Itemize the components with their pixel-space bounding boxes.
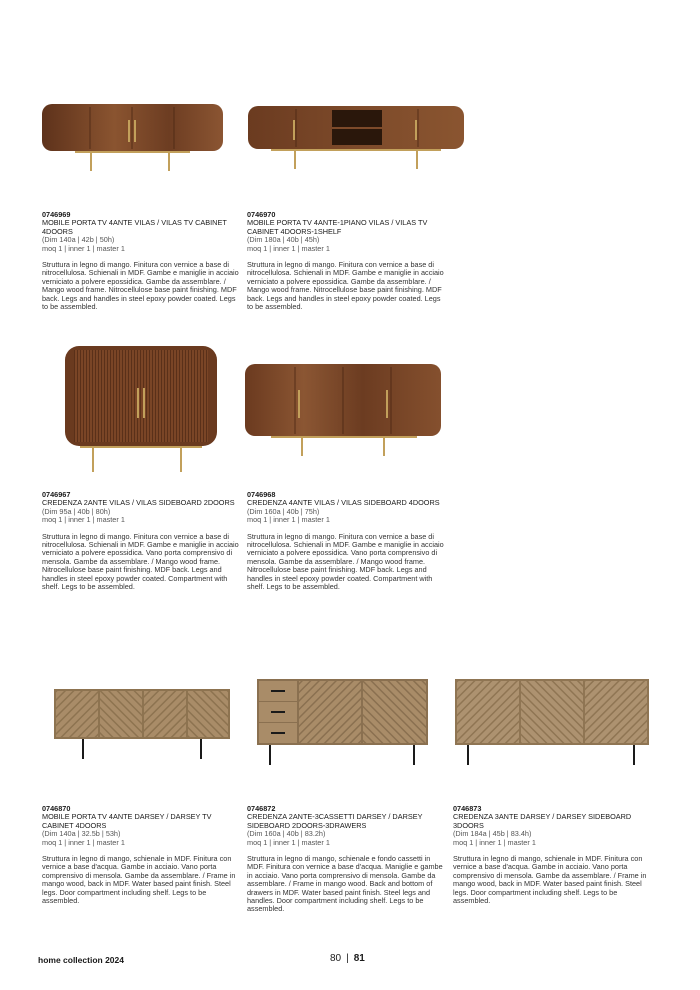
product-dimensions: (Dim 140a | 32.5b | 53h) bbox=[42, 829, 121, 839]
product-code: 0746969 bbox=[42, 210, 71, 219]
product-moq: moq 1 | inner 1 | master 1 bbox=[42, 837, 125, 847]
footer-collection: home collection 2024 bbox=[38, 955, 124, 965]
product-image-0746969 bbox=[40, 100, 225, 175]
product-image-0746872 bbox=[255, 676, 430, 768]
product-name: MOBILE PORTA TV 4ANTE DARSEY / DARSEY TV CABINET 4DOORS bbox=[42, 812, 212, 830]
product-image-0746967 bbox=[62, 343, 222, 478]
product-image-0746970 bbox=[246, 100, 466, 175]
product-code: 0746967 bbox=[42, 490, 71, 499]
product-code: 0746873 bbox=[453, 804, 482, 813]
product-description: Struttura in legno di mango, schienale in MDF. Finitura con vernice a base d'acqua. Gambe in acciaio. Vano porta comprensivo di mensola. Gambe da assemblare. / Frame in mango wood, back in MDF. Water based paint finish. Steel legs. Door compartment including shelf. Legs to be assembled. bbox=[453, 854, 647, 906]
product-name: CREDENZA 2ANTE-3CASSETTI DARSEY / DARSEY SIDEBOARD 2DOORS-3DRAWERS bbox=[247, 812, 423, 830]
product-name: CREDENZA 3ANTE DARSEY / DARSEY SIDEBOARD 3DOORS bbox=[453, 812, 632, 830]
product-dimensions: (Dim 184a | 45b | 83.4h) bbox=[453, 829, 532, 839]
product-description: Struttura in legno di mango. Finitura con vernice a base di nitrocellulosa. Schienali in MDF. Gambe e maniglie in acciaio verniciato a polvere epossidica. Gambe da assemblare. / Mango wood frame. Nitrocellulose base paint finishing. MDF back. Legs and handles in steel epoxy powder coated. Legs to be assembled. bbox=[42, 260, 239, 312]
product-dimensions: (Dim 160a | 40b | 75h) bbox=[247, 506, 320, 516]
product-image-0746873 bbox=[453, 676, 651, 768]
product-info-0746967 bbox=[42, 491, 240, 591]
product-moq: moq 1 | inner 1 | master 1 bbox=[247, 837, 330, 847]
product-code: 0746968 bbox=[247, 490, 276, 499]
product-moq: moq 1 | inner 1 | master 1 bbox=[247, 243, 330, 253]
product-image-0746968 bbox=[243, 360, 443, 460]
product-code: 0746870 bbox=[42, 804, 71, 813]
product-description: Struttura in legno di mango. Finitura con vernice a base di nitrocellulosa. Schienali in MDF. Gambe e maniglie in acciaio verniciato a polvere epossidica. Vano porta comprensivo di mensola. Gambe da assemblare. / Mango wood frame. Nitrocellulose base paint finishing. MDF back. Legs and handles in steel epoxy powder coated. Compartment with shelf. Legs to be assembled. bbox=[247, 531, 444, 592]
page-separator: | bbox=[346, 953, 349, 964]
product-moq: moq 1 | inner 1 | master 1 bbox=[453, 837, 536, 847]
product-moq: moq 1 | inner 1 | master 1 bbox=[42, 515, 125, 525]
product-description: Struttura in legno di mango. Finitura con vernice a base di nitrocellulosa. Schienali in MDF. Gambe e maniglie in acciaio verniciato a polvere epossidica. Vano porta comprensivo di mensola. Gambe da assemblare. / Mango wood frame. Nitrocellulose base paint finishing. MDF back. Legs and handles in steel epoxy powder coated. Compartment with shelf. Legs to be assembled. bbox=[42, 531, 239, 592]
product-info-0746968 bbox=[247, 491, 447, 591]
page-number-right: 81 bbox=[353, 953, 365, 964]
product-info-0746873 bbox=[453, 805, 655, 905]
product-name: CREDENZA 4ANTE VILAS / VILAS SIDEBOARD 4DOORS bbox=[247, 498, 440, 508]
footer-page-numbers bbox=[330, 953, 365, 964]
product-image-0746870 bbox=[52, 686, 232, 761]
product-moq: moq 1 | inner 1 | master 1 bbox=[247, 515, 330, 525]
product-name: CREDENZA 2ANTE VILAS / VILAS SIDEBOARD 2DOORS bbox=[42, 498, 235, 508]
product-description: Struttura in legno di mango, schienale e fondo cassetti in MDF. Finitura con vernice a base d'acqua. Maniglie e gambe in acciaio. Vano porta comprensivo di mensola. Gambe da assemblare. / Frame in mango wood. Back and bottom of drawers in MDF. Water based paint finish. Steel legs and handles. Door compartment including shelf. Legs to be assembled. bbox=[247, 854, 443, 914]
product-info-0746872 bbox=[247, 805, 449, 914]
product-dimensions: (Dim 180a | 40b | 45h) bbox=[247, 235, 320, 245]
product-name: MOBILE PORTA TV 4ANTE-1PIANO VILAS / VILAS TV CABINET 4DOORS-1SHELF bbox=[247, 218, 428, 236]
product-info-0746969 bbox=[42, 211, 240, 311]
product-dimensions: (Dim 160a | 40b | 83.2h) bbox=[247, 829, 326, 839]
product-description: Struttura in legno di mango, schienale in MDF. Finitura con vernice a base d'acqua. Gambe in acciaio. Vano porta comprensivo di mensola. Gambe da assemblare. / Frame in mango wood, back in MDF. Water based paint finish. Steel legs. Door compartment including shelf. Legs to be assembled. bbox=[42, 854, 236, 906]
product-info-0746870 bbox=[42, 805, 242, 905]
product-description: Struttura in legno di mango. Finitura con vernice a base di nitrocellulosa. Schienali in MDF. Gambe e maniglie in acciaio verniciato a polvere epossidica. Gambe da assemblare. / Mango wood frame. Nitrocellulose base paint finishing. MDF back. Legs and handles in steel epoxy powder coated. Legs to be assembled. bbox=[247, 260, 444, 312]
page-number-left: 80 bbox=[330, 953, 342, 964]
product-name: MOBILE PORTA TV 4ANTE VILAS / VILAS TV CABINET 4DOORS bbox=[42, 218, 227, 236]
product-code: 0746872 bbox=[247, 804, 276, 813]
product-dimensions: (Dim 95a | 40b | 80h) bbox=[42, 506, 111, 516]
product-dimensions: (Dim 140a | 42b | 50h) bbox=[42, 235, 115, 245]
product-moq: moq 1 | inner 1 | master 1 bbox=[42, 243, 125, 253]
product-info-0746970 bbox=[247, 211, 447, 311]
product-code: 0746970 bbox=[247, 210, 276, 219]
